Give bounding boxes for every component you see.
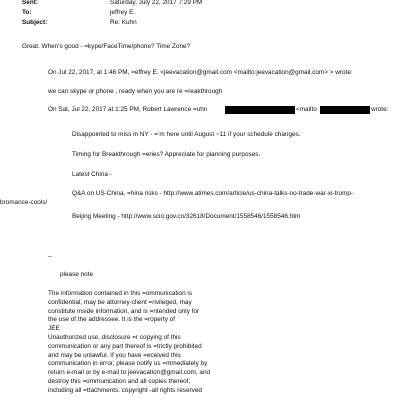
to-label: To: [22, 9, 32, 16]
disclaimer-block [48, 290, 210, 396]
disclaimer-line: The information contained in this =ommunication is [48, 290, 193, 297]
para-qa-line1: Q&A on US-China, =hina risks - http://www.atimes.com/article/us-china-talks-no-trade-war-xi-trump- [72, 190, 354, 197]
para-timing: Timing for Breakthrough =eries? Appreciate for planning purposes. [72, 151, 261, 158]
please-note: please note [60, 271, 94, 278]
quote1-text: we can skype or phone , ready when you are re =reakthrough [48, 88, 223, 95]
sent-value: Saturday, July 22, 2017 7:29 PM [110, 0, 203, 6]
to-value: jeffrey E. [110, 9, 136, 16]
sent-label: Sent: [22, 0, 38, 6]
reply-line: Great. When's good - =kype/FaceTime/phone? Time Zone? [22, 43, 191, 50]
disclaimer-line: Unauthorized use, disclosure =r copying of this [48, 333, 181, 341]
para-qa-line2: bromance-cools/ [0, 199, 48, 206]
disclaimer-line: confidential, may be attorney-client =rivileged, may [48, 298, 192, 306]
disclaimer-line: communication or any part thereof is =trictly prohibited [48, 342, 202, 350]
disclaimer-line: and may be unlawful. If you have =eceived this [48, 351, 181, 359]
para-latest-china: Latest China - [72, 171, 112, 178]
disclaimer-line: return e-mail or by e-mail to jeevacation@gmail.com, and [48, 369, 211, 377]
para-beijing-meeting: Beijing Meeting - http://www.scio.gov.cn/32618/Document/1558546/1558546.htm [72, 213, 301, 220]
redaction-bar-1 [225, 106, 295, 114]
subject-value: Re: Kuhn [110, 19, 137, 26]
redaction-bar-2 [320, 106, 370, 114]
disclaimer-line: the use of the addressee. It is the =roperty of [48, 316, 176, 324]
disclaimer-line: destroy this =ommunication and all copies thereof, [48, 377, 191, 385]
signature-separator: -- [48, 253, 53, 260]
quote2-header-mid: <mailto [296, 106, 317, 113]
disclaimer-line: constitute inside information, and is =ntended only for [48, 307, 200, 315]
subject-label: Subject: [22, 19, 48, 26]
para-disappointed: Disappointed to miss in NY - =’m here until August ~11 if your schedule changes. [72, 131, 301, 138]
disclaimer-line: JEE [48, 325, 60, 333]
quote2-header-prefix: On Sat, Jul 22, 2017 at 1:25 PM, Robert Lawrence =uhn [48, 106, 208, 113]
disclaimer-line: communication in error, please notify us =mmediately by [48, 360, 208, 368]
quote2-header-suffix: wrote: [371, 106, 389, 113]
quote1-header: On Jul 22, 2017, at 1:46 PM, =effrey E. <jeevacation@gmail.com <mailto:jeevacation@gmail.com> > wrote: [48, 69, 353, 76]
disclaimer-line: including all =ttachments. copyright -all rights reserved [48, 386, 202, 394]
